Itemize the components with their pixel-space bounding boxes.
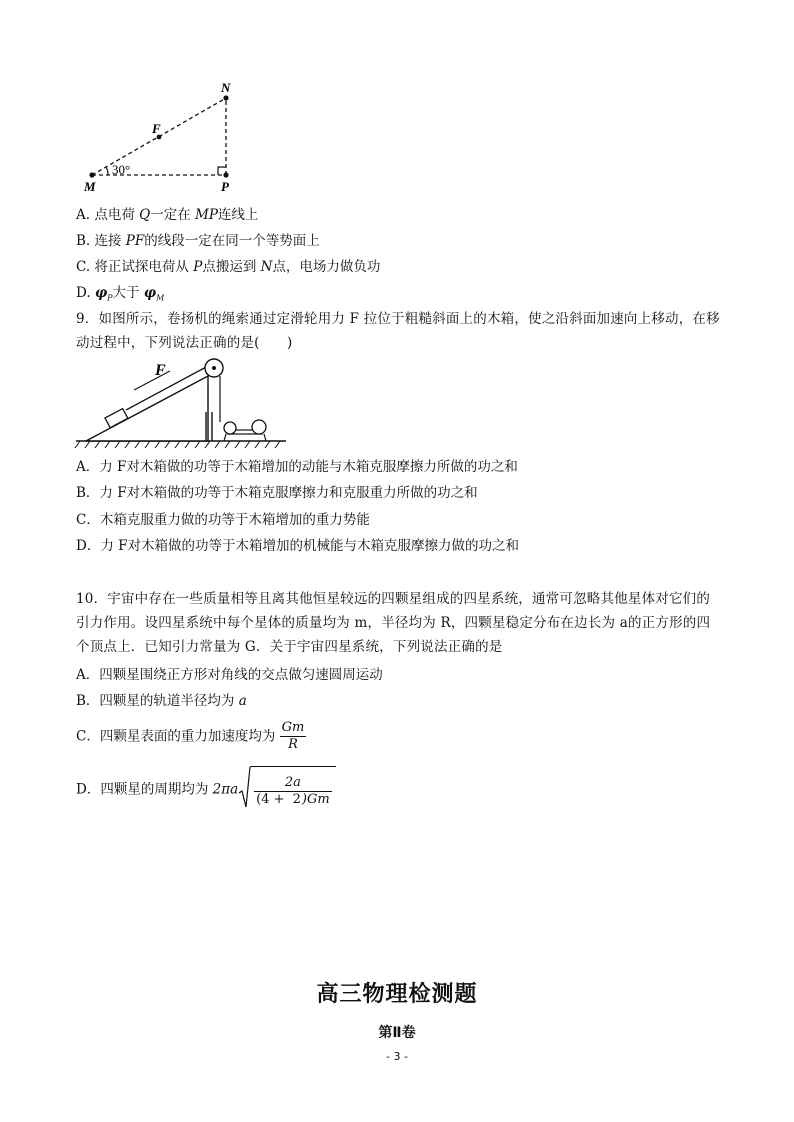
radical-sign (238, 766, 251, 810)
q8-d-mid: 大于 (112, 285, 144, 301)
page-number: - 3 - (386, 1050, 408, 1063)
q8-a-q: Q (139, 207, 151, 223)
q10-stem: 10．宇宙中存在一些质量相等且离其他恒星较远的四颗星组成的四星系统，通常可忽略其他星体对它们的引力作用。设四星系统中每个星体的质量均为 m，半径均为 R，四颗星稳定分布在边长为 a的正方形的四个顶点上．已知引力常量为 G．关于宇宙四星系统，下列说法正确的是 (76, 591, 711, 655)
point-n (223, 95, 228, 100)
q8-d-sub-m: M (156, 293, 165, 303)
q10-b-value: a (238, 693, 247, 709)
q8-c-n: N (260, 259, 273, 275)
q8-b-prefix: B. 连接 (76, 233, 126, 249)
q8-d-prefix: D. (76, 285, 95, 301)
winch-leg-1 (224, 434, 226, 441)
q8-d-phi-m: φ (143, 285, 157, 301)
q8-c-prefix: C. 将正试探电荷从 (76, 259, 194, 275)
q10-d-prefix: D．四颗星的周期均为 (76, 781, 213, 798)
force-label: F (155, 362, 166, 379)
q9-option-b: B．力 F对木箱做的功等于木箱克服摩擦力和克服重力所做的功之和 (76, 485, 478, 501)
q8-d-sub-p: P (107, 293, 113, 303)
incline (86, 376, 208, 441)
q10-d-sqrt (238, 766, 336, 813)
q8-option-c (76, 258, 380, 276)
q10-option-a: A．四颗星围绕正方形对角线的交点做匀速圆周运动 (76, 667, 383, 683)
q10-c-prefix: C．四颗星表面的重力加速度均为 (76, 728, 280, 745)
q8-option-d (76, 284, 164, 308)
q10-c-denominator: R (288, 737, 298, 752)
q8-a-suffix: 连线上 (217, 207, 259, 223)
q8-option-b (76, 232, 320, 250)
q8-b-pf: PF (125, 233, 145, 249)
label-m: M (84, 179, 96, 194)
q10-d-numerator: 2a (254, 775, 332, 792)
q10-d-fraction (254, 775, 332, 808)
angle-arc (106, 167, 108, 175)
point-m (89, 172, 94, 177)
q9-figure (74, 352, 288, 450)
label-n: N (221, 80, 231, 95)
q8-figure (78, 78, 248, 196)
angle-label: 30° (112, 162, 131, 177)
q8-a-mp: MP (195, 207, 218, 223)
label-f: F (152, 121, 161, 136)
section-title: 高三物理检测题 (316, 982, 478, 1007)
q10-option-c (76, 718, 306, 755)
winch-wheel (252, 420, 266, 434)
q8-b-suffix: 的线段一定在同一个等势面上 (144, 233, 320, 249)
q9-option-c: C．木箱克服重力做的功等于木箱增加的重力势能 (76, 512, 370, 528)
q10-c-numerator: Gm (281, 720, 305, 735)
pulley-axle (212, 366, 216, 370)
q10-d-coefficient: 2πa (212, 781, 239, 798)
winch-leg-2 (264, 434, 266, 441)
q8-option-a (76, 206, 258, 224)
ground-hatching (75, 441, 280, 448)
winch-drum (224, 422, 236, 434)
q8-a-mid: 一定在 (150, 207, 195, 223)
q8-d-phi-p: φ (94, 285, 108, 301)
q10-option-d (76, 766, 336, 813)
q10-d-den-pre: (4 + (256, 792, 289, 807)
q9-option-d: D．力 F对木箱做的功等于木箱增加的机械能与木箱克服摩擦力做的功之和 (76, 538, 519, 554)
q9-option-a: A．力 F对木箱做的功等于木箱增加的动能与木箱克服摩擦力所做的功之和 (76, 459, 518, 475)
label-p: P (221, 179, 229, 194)
section-subtitle: 第Ⅱ卷 (378, 1025, 416, 1041)
q10-d-den-root: 2 (292, 792, 301, 807)
point-p (223, 172, 228, 177)
q10-d-den-post: )Gm (301, 792, 330, 807)
q8-c-mid: 点搬运到 (202, 259, 261, 275)
q10-c-fraction (280, 720, 307, 753)
q10-option-b (76, 692, 247, 710)
q10-d-denominator (254, 792, 332, 808)
q8-c-p: P (193, 259, 203, 275)
q8-c-suffix: 点，电场力做负功 (272, 259, 381, 275)
q8-a-prefix: A. 点电荷 (76, 207, 140, 223)
q9-stem: 9．如图所示，卷扬机的绳索通过定滑轮用力 F 拉位于粗糙斜面上的木箱，使之沿斜面加速向上移动，在移动过程中，下列说法正确的是( ) (76, 311, 720, 351)
q10-b-prefix: B．四颗星的轨道半径均为 (76, 693, 239, 709)
